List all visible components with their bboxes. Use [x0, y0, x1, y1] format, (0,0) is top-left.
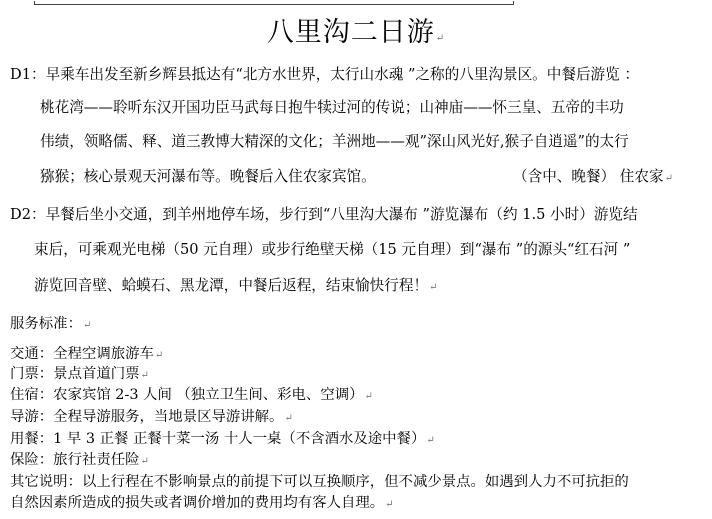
paragraph-mark: ↵: [426, 435, 435, 446]
paragraph-mark: ↵: [140, 370, 149, 381]
day1-line2: 桃花湾——聆听东汉开国功臣马武每日抱牛犊过河的传说；山神庙——怀三皇、五帝的丰功: [40, 99, 624, 116]
day2-line1: D2：早餐后坐小交通，到羊州地停车场，步行到“八里沟大瀑布 ”游览瀑布（约 1.5 小时）游览结: [10, 206, 638, 223]
paragraph-mark: ↵: [664, 173, 673, 184]
day1-line1: D1：早乘车出发至新乡辉县抵达有“北方水世界，太行山水魂 ”之称的八里沟景区。中餐后游览 ：: [10, 66, 639, 83]
day1-meals-note: （含中、晚餐） 住农家↵: [513, 168, 673, 185]
page-title: 八里沟二日游↵: [266, 17, 446, 48]
day2-line3: 游览回音壁、蛤蟆石、黑龙潭，中餐后返程，结束愉快行程！↵: [34, 277, 438, 294]
day1-line4: 猕猴；核心景观天河瀑布等。晚餐后入住农家宾馆。: [40, 168, 376, 185]
day2-label: D2：: [10, 206, 46, 223]
service-heading: 服务标准：↵: [10, 316, 92, 332]
service-transport: 交通：全程空调旅游车↵: [10, 346, 164, 362]
service-other-line2: 自然因素所造成的损失或者调价增加的费用均有客人自理。↵: [10, 495, 394, 511]
service-meals: 用餐：1 早 3 正餐 正餐十菜一汤 十人一桌（不含酒水及途中餐）↵: [10, 431, 435, 447]
service-other-line1: 其它说明：以上行程在不影响景点的前提下可以互换顺序，但不减少景点。如遇到人力不可抗拒的: [10, 474, 629, 490]
day1-label: D1：: [10, 66, 46, 83]
paragraph-mark: ↵: [429, 282, 438, 293]
paragraph-mark: ↵: [154, 350, 164, 361]
paragraph-mark: ↵: [284, 413, 293, 424]
paragraph-mark: ↵: [385, 499, 394, 510]
day1-line3: 伟绩，领略儒、释、道三教博大精深的文化；羊洲地——观”深山风光好,猴子自逍遥”的太行: [40, 133, 629, 150]
service-tickets: 门票：景点首道门票↵: [10, 366, 149, 382]
paragraph-mark: ↵: [435, 33, 446, 44]
paragraph-mark: ↵: [364, 391, 373, 402]
paragraph-mark: ↵: [82, 320, 92, 331]
day2-line2: 束后，可乘观光电梯（50 元自理）或步行绝壁天梯（15 元自理）到“瀑布 ”的源头“红石河 ”: [34, 241, 631, 258]
paragraph-mark: ↵: [140, 456, 149, 467]
service-guide: 导游：全程导游服务，当地景区导游讲解。↵: [10, 409, 293, 425]
service-lodging: 住宿：农家宾馆 2-3 人间 （独立卫生间、彩电、空调）↵: [10, 387, 373, 403]
service-insurance: 保险：旅行社责任险↵: [10, 452, 149, 468]
top-border-line: [34, 4, 514, 5]
